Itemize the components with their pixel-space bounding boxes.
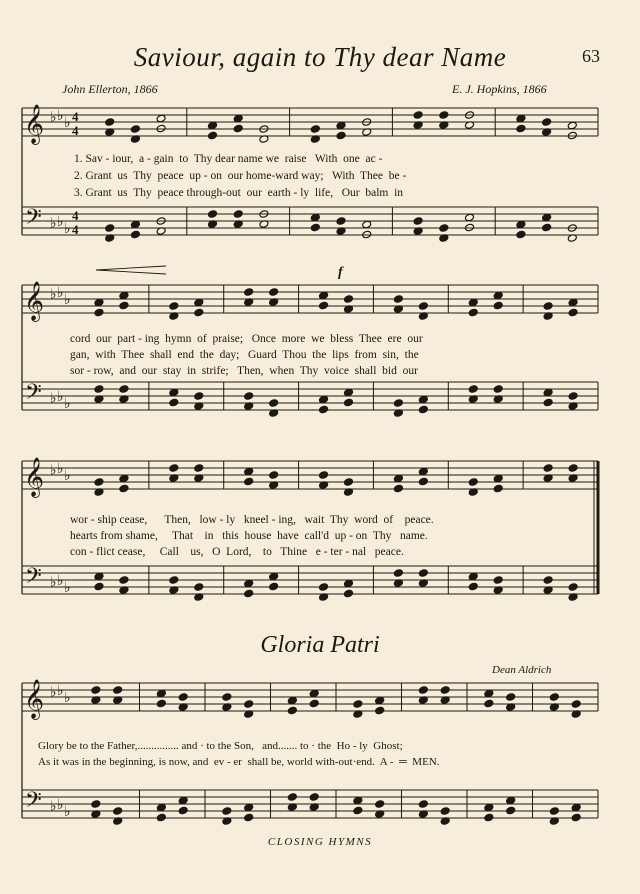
note-head — [269, 572, 279, 581]
time-signature: 4 — [72, 109, 79, 124]
flat-sign: ♭ — [57, 684, 64, 699]
note-head — [484, 803, 494, 812]
note-head — [393, 569, 403, 578]
note-head — [353, 806, 363, 815]
note-head — [309, 699, 319, 708]
note-head — [542, 223, 552, 232]
note-head — [119, 301, 129, 310]
note-head — [493, 385, 503, 394]
note-head — [493, 291, 503, 300]
note-head — [156, 689, 166, 698]
note-head — [571, 813, 581, 822]
note-head — [336, 217, 346, 226]
bass-clef: 𝄢 — [25, 564, 42, 594]
note-head — [319, 583, 329, 592]
note-head — [549, 693, 559, 702]
note-head — [344, 579, 354, 588]
composer-credit: E. J. Hopkins, 1866 — [452, 82, 547, 96]
note-head — [468, 385, 478, 394]
lyric-line: 1. Sav - iour, a - gain to Thy dear name we raise With one ac - — [74, 153, 383, 165]
flat-sign: ♭ — [57, 390, 64, 405]
note-head — [244, 589, 254, 598]
note-head — [506, 693, 516, 702]
note-head — [178, 806, 188, 815]
note-head — [543, 398, 553, 407]
note-head — [543, 302, 553, 311]
note-head — [516, 220, 526, 229]
note-head — [309, 793, 319, 802]
bass-clef: 𝄢 — [25, 380, 42, 410]
note-head — [568, 298, 578, 307]
note-head — [244, 392, 254, 401]
note-head — [465, 223, 475, 232]
author-credit: John Ellerton, 1866 — [62, 82, 158, 96]
note-head — [233, 124, 243, 133]
flat-sign: ♭ — [57, 798, 64, 813]
lyric-line: con - flict cease, Call us, O Lord, to Thine e - ter - nal peace. — [70, 546, 404, 558]
note-head — [516, 124, 526, 133]
note-head — [113, 807, 123, 816]
note-head — [269, 582, 279, 591]
note-head — [94, 308, 104, 317]
note-head — [169, 302, 179, 311]
note-head — [418, 477, 428, 486]
note-head — [233, 114, 243, 123]
note-head — [310, 223, 320, 232]
note-head — [516, 114, 526, 123]
flat-sign: ♭ — [50, 391, 57, 407]
note-head — [319, 471, 329, 480]
note-head — [222, 693, 232, 702]
bass-clef: 𝄢 — [25, 788, 42, 818]
note-head — [393, 295, 403, 304]
note-head — [468, 298, 478, 307]
note-head — [418, 405, 428, 414]
note-head — [119, 385, 129, 394]
note-head — [336, 121, 346, 130]
note-head — [319, 301, 329, 310]
flat-sign: ♭ — [50, 575, 57, 591]
note-head — [169, 388, 179, 397]
note-head — [156, 699, 166, 708]
hairpin — [96, 270, 166, 274]
note-head — [244, 477, 254, 486]
note-head — [178, 796, 188, 805]
bass-clef: 𝄢 — [25, 205, 42, 235]
treble-clef: 𝄞 — [24, 457, 45, 497]
note-head — [542, 118, 552, 127]
flat-sign: ♭ — [64, 691, 71, 706]
lyric-line: hearts from shame, That in this house have call'd up - on Thy name. — [70, 530, 428, 542]
note-head — [119, 291, 129, 300]
note-head — [310, 125, 320, 134]
note-head — [542, 213, 552, 222]
flat-sign: ♭ — [57, 215, 64, 230]
note-head — [362, 220, 372, 229]
note-head — [208, 131, 218, 140]
note-head — [105, 118, 115, 127]
note-head — [91, 686, 101, 695]
hairpin — [96, 266, 166, 270]
note-head — [568, 464, 578, 473]
note-head — [440, 807, 450, 816]
note-head — [194, 464, 204, 473]
note-head — [344, 388, 354, 397]
note-head — [440, 686, 450, 695]
note-head — [484, 689, 494, 698]
note-head — [194, 583, 204, 592]
note-head — [344, 478, 354, 487]
lyric-line: cord our part - ing hymn of praise; Once more we bless Thee ere our — [70, 333, 423, 345]
note-head — [493, 474, 503, 483]
note-head — [375, 696, 385, 705]
note-head — [468, 582, 478, 591]
note-head — [269, 471, 279, 480]
note-head — [543, 464, 553, 473]
note-head — [91, 800, 101, 809]
flat-sign: ♭ — [57, 286, 64, 301]
note-head — [208, 210, 218, 219]
note-head — [169, 576, 179, 585]
note-head — [418, 395, 428, 404]
note-head — [130, 230, 140, 239]
note-head — [309, 689, 319, 698]
note-head — [269, 288, 279, 297]
note-head — [393, 474, 403, 483]
note-head — [94, 582, 104, 591]
note-head — [178, 693, 188, 702]
note-head — [244, 288, 254, 297]
note-head — [493, 576, 503, 585]
note-head — [418, 467, 428, 476]
note-head — [516, 230, 526, 239]
note-head — [319, 405, 329, 414]
note-head — [413, 111, 423, 120]
hymn-title: Saviour, again to Thy dear Name — [133, 42, 507, 72]
note-head — [568, 583, 578, 592]
note-head — [105, 224, 115, 233]
note-head — [493, 301, 503, 310]
note-head — [233, 210, 243, 219]
note-head — [571, 803, 581, 812]
note-head — [344, 295, 354, 304]
note-head — [543, 388, 553, 397]
note-head — [468, 308, 478, 317]
note-head — [506, 796, 516, 805]
flat-sign: ♭ — [64, 581, 71, 596]
note-head — [375, 706, 385, 715]
note-head — [336, 131, 346, 140]
note-head — [119, 576, 129, 585]
note-head — [362, 230, 372, 239]
note-head — [375, 800, 385, 809]
note-head — [568, 308, 578, 317]
note-head — [208, 121, 218, 130]
gloria-lyric-line: As it was in the beginning, is now, and ev - er shall be, world with-out·end. A - ═ MEN. — [38, 756, 440, 768]
flat-sign: ♭ — [50, 685, 57, 701]
note-head — [571, 700, 581, 709]
note-head — [418, 302, 428, 311]
note-head — [156, 114, 166, 123]
note-head — [413, 217, 423, 226]
note-head — [468, 572, 478, 581]
note-head — [439, 111, 449, 120]
lyric-line: gan, with Thee shall end the day; Guard Thou the lips from sin, the — [70, 349, 419, 361]
note-head — [244, 803, 254, 812]
note-head — [344, 398, 354, 407]
note-head — [465, 213, 475, 222]
note-head — [567, 131, 577, 140]
flat-sign: ♭ — [50, 287, 57, 303]
note-head — [543, 576, 553, 585]
flat-sign: ♭ — [64, 222, 71, 237]
note-head — [194, 392, 204, 401]
note-head — [244, 579, 254, 588]
note-head — [156, 813, 166, 822]
note-head — [310, 213, 320, 222]
lyric-line: 2. Grant us Thy peace up - on our home-ward way; With Thee be - — [74, 170, 407, 182]
note-head — [353, 700, 363, 709]
gloria-composer-credit: Dean Aldrich — [492, 664, 552, 676]
page-number: 63 — [582, 46, 600, 66]
note-head — [418, 686, 428, 695]
flat-sign: ♭ — [57, 109, 64, 124]
note-head — [94, 478, 104, 487]
flat-sign: ♭ — [50, 463, 57, 479]
flat-sign: ♭ — [57, 462, 64, 477]
note-head — [244, 813, 254, 822]
note-head — [169, 398, 179, 407]
time-signature: 4 — [72, 123, 79, 138]
note-head — [130, 220, 140, 229]
treble-clef: 𝄞 — [24, 104, 45, 144]
note-head — [484, 813, 494, 822]
time-signature: 4 — [72, 208, 79, 223]
note-head — [194, 298, 204, 307]
note-head — [344, 589, 354, 598]
note-head — [244, 700, 254, 709]
time-signature: 4 — [72, 222, 79, 237]
note-head — [484, 699, 494, 708]
note-head — [568, 392, 578, 401]
forte-mark: f — [338, 265, 343, 280]
note-head — [156, 124, 166, 133]
note-head — [287, 793, 297, 802]
flat-sign: ♭ — [64, 293, 71, 308]
note-head — [113, 686, 123, 695]
lyric-line: sor - row, and our stay in strife; Then, when Thy voice shall bid our — [70, 365, 418, 377]
lyric-line: 3. Grant us Thy peace through-out our earth - ly life, Our balm in — [74, 187, 404, 199]
note-head — [287, 696, 297, 705]
flat-sign: ♭ — [50, 799, 57, 815]
note-head — [468, 478, 478, 487]
note-head — [319, 395, 329, 404]
note-head — [287, 706, 297, 715]
flat-sign: ♭ — [50, 216, 57, 232]
flat-sign: ♭ — [57, 574, 64, 589]
note-head — [94, 572, 104, 581]
note-head — [269, 399, 279, 408]
lyric-line: wor - ship cease, Then, low - ly kneel - ing, wait Thy word of peace. — [70, 514, 434, 526]
note-head — [94, 298, 104, 307]
gloria-lyric-line: Glory be to the Father,............... and · to the Son, and....... to · the Ho - ly Ghost; — [38, 740, 403, 752]
note-head — [130, 125, 140, 134]
note-head — [418, 569, 428, 578]
section-footer: CLOSING HYMNS — [267, 836, 373, 848]
note-head — [567, 121, 577, 130]
note-head — [418, 800, 428, 809]
treble-clef: 𝄞 — [24, 679, 45, 719]
flat-sign: ♭ — [64, 116, 71, 131]
treble-clef: 𝄞 — [24, 281, 45, 321]
note-head — [393, 484, 403, 493]
note-head — [244, 467, 254, 476]
note-head — [156, 803, 166, 812]
note-head — [393, 399, 403, 408]
flat-sign: ♭ — [64, 469, 71, 484]
note-head — [194, 308, 204, 317]
note-head — [506, 806, 516, 815]
gloria-title: Gloria Patri — [260, 632, 380, 658]
flat-sign: ♭ — [50, 110, 57, 126]
note-head — [222, 807, 232, 816]
note-head — [493, 484, 503, 493]
note-head — [119, 474, 129, 483]
flat-sign: ♭ — [64, 397, 71, 412]
note-head — [119, 484, 129, 493]
flat-sign: ♭ — [64, 805, 71, 820]
note-head — [549, 807, 559, 816]
note-head — [169, 464, 179, 473]
note-head — [439, 224, 449, 233]
note-head — [94, 385, 104, 394]
note-head — [353, 796, 363, 805]
note-head — [319, 291, 329, 300]
